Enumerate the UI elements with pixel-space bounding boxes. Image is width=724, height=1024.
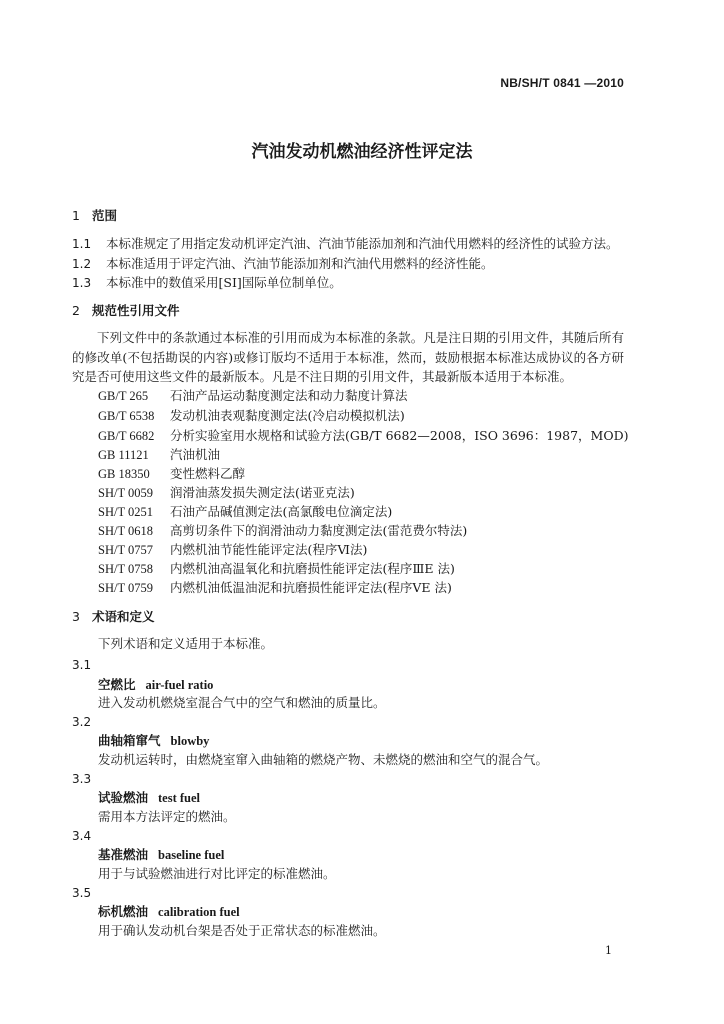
- clause-1-2: [72, 256, 494, 272]
- reference-code: GB 11121: [98, 448, 149, 462]
- reference-title: 内燃机油高温氧化和抗磨损性能评定法(程序ⅢE 法): [170, 561, 455, 576]
- reference-item: [98, 580, 452, 596]
- clause-1-1: [72, 236, 619, 252]
- reference-code: SH/T 0759: [98, 581, 153, 595]
- reference-code: GB 18350: [98, 467, 150, 481]
- term-definition: 发动机运转时，由燃烧室窜入曲轴箱的燃烧产物、未燃烧的燃油和空气的混合气。: [98, 752, 549, 767]
- clause-text: 本标准适用于评定汽油、汽油节能添加剂和汽油代用燃料的经济性能。: [106, 256, 494, 271]
- term-cn: 空燃比: [98, 677, 136, 692]
- section-title: 规范性引用文件: [92, 303, 180, 318]
- reference-title: 高剪切条件下的润滑油动力黏度测定法(雷范费尔特法): [170, 523, 468, 538]
- reference-item: [98, 447, 220, 463]
- section-number: 1: [72, 208, 80, 223]
- clause-text: 本标准中的数值采用[SI]国际单位制单位。: [106, 275, 342, 290]
- term-cn: 基准燃油: [98, 847, 149, 862]
- term-number: 3.3: [72, 772, 92, 786]
- standard-code: NB/SH/T 0841 —2010: [500, 76, 624, 90]
- section-number: 3: [72, 609, 80, 624]
- reference-item: [98, 561, 455, 577]
- section-2-intro: 下列文件中的条款通过本标准的引用而成为本标准的条款。凡是注日期的引用文件，其随后所有的修改单(不包括勘误的内容)或修订版均不适用于本标准，然而，鼓励根据本标准达成协议的各方研究是否可使用这些文件的最新版本。凡是不注日期的引用文件，其最新版本适用于本标准。: [72, 330, 624, 384]
- clause-number: 1.3: [72, 276, 92, 290]
- term-definition: 需用本方法评定的燃油。: [98, 809, 236, 824]
- term-en: baseline fuel: [158, 848, 225, 862]
- reference-title: 润滑油蒸发损失测定法(诺亚克法): [170, 485, 355, 500]
- section-title: 范围: [92, 208, 118, 223]
- section-3-intro: 下列术语和定义适用于本标准。: [98, 636, 274, 651]
- reference-title: 石油产品运动黏度测定法和动力黏度计算法: [170, 388, 408, 403]
- reference-code: GB/T 265: [98, 389, 149, 403]
- section-title: 术语和定义: [92, 609, 155, 624]
- reference-item: [98, 485, 355, 501]
- section-number: 2: [72, 303, 80, 318]
- term-definition: 用于与试验燃油进行对比评定的标准燃油。: [98, 866, 336, 881]
- term-number: 3.1: [72, 658, 92, 672]
- term-heading: [98, 847, 224, 863]
- term-heading: [98, 677, 213, 693]
- section-3-heading: [72, 609, 155, 625]
- reference-code: SH/T 0618: [98, 524, 153, 538]
- term-heading: [98, 904, 240, 920]
- term-number: 3.5: [72, 886, 92, 900]
- document-title: 汽油发动机燃油经济性评定法: [251, 142, 473, 162]
- term-heading: [98, 790, 200, 806]
- reference-item: [98, 428, 629, 444]
- reference-title: 内燃机油低温油泥和抗磨损性能评定法(程序ⅤE 法): [170, 580, 452, 595]
- term-definition: 进入发动机燃烧室混合气中的空气和燃油的质量比。: [98, 695, 386, 710]
- section-2-heading: [72, 303, 180, 319]
- clause-1-3: [72, 275, 342, 291]
- clause-number: 1.2: [72, 257, 92, 271]
- term-cn: 标机燃油: [98, 904, 149, 919]
- reference-code: SH/T 0059: [98, 486, 153, 500]
- reference-title: 内燃机油节能性能评定法(程序Ⅵ法): [170, 542, 368, 557]
- term-en: blowby: [170, 734, 210, 748]
- term-cn: 试验燃油: [98, 790, 149, 805]
- reference-code: SH/T 0758: [98, 562, 153, 576]
- reference-code: GB/T 6538: [98, 409, 155, 423]
- section-1-heading: [72, 208, 117, 224]
- reference-item: [98, 504, 392, 520]
- clause-text: 本标准规定了用指定发动机评定汽油、汽油节能添加剂和汽油代用燃料的经济性的试验方法。: [106, 236, 619, 251]
- reference-title: 发动机油表观黏度测定法(冷启动模拟机法): [170, 408, 405, 423]
- term-number: 3.4: [72, 829, 92, 843]
- reference-title: 汽油机油: [170, 447, 221, 462]
- reference-item: [98, 408, 405, 424]
- reference-item: [98, 388, 408, 404]
- term-heading: [98, 733, 209, 749]
- page-number: 1: [605, 944, 612, 957]
- term-definition: 用于确认发动机台架是否处于正常状态的标准燃油。: [98, 923, 386, 938]
- reference-code: SH/T 0757: [98, 543, 153, 557]
- reference-item: [98, 523, 467, 539]
- reference-title: 变性燃料乙醇: [170, 466, 246, 481]
- reference-title: 分析实验室用水规格和试验方法(GB/T 6682—2008，ISO 3696：1987，MOD): [170, 428, 629, 443]
- reference-title: 石油产品碱值测定法(高氯酸电位滴定法): [170, 504, 393, 519]
- term-en: test fuel: [158, 791, 201, 805]
- clause-number: 1.1: [72, 237, 92, 251]
- reference-item: [98, 466, 245, 482]
- term-en: calibration fuel: [158, 905, 240, 919]
- term-number: 3.2: [72, 715, 92, 729]
- reference-code: SH/T 0251: [98, 505, 153, 519]
- term-cn: 曲轴箱窜气: [98, 733, 161, 748]
- reference-item: [98, 542, 367, 558]
- reference-code: GB/T 6682: [98, 429, 155, 443]
- term-en: air-fuel ratio: [145, 678, 214, 692]
